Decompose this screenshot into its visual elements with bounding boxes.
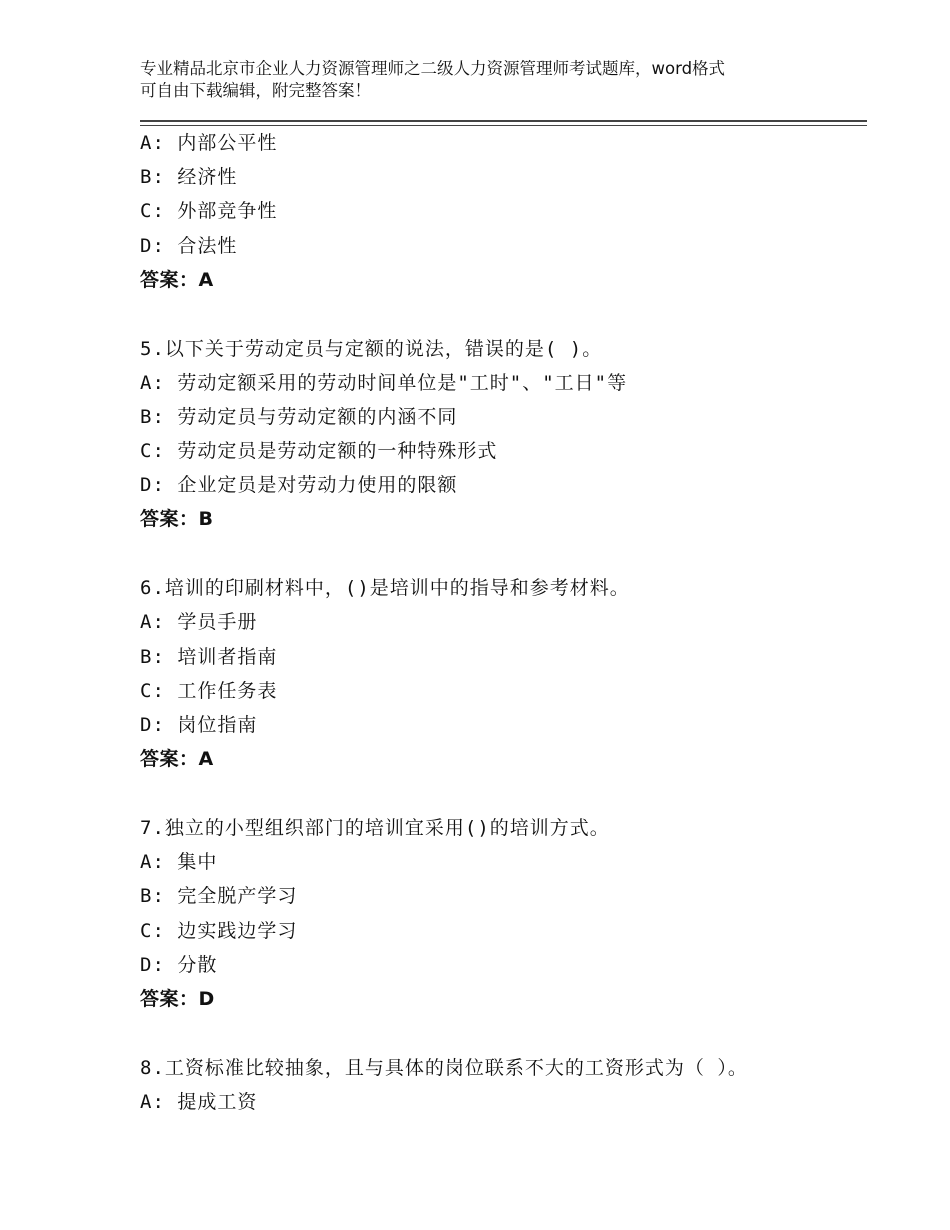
question-block	[140, 571, 867, 776]
option-c: C: 工作任务表	[140, 679, 278, 702]
option-a: A: 学员手册	[140, 611, 258, 634]
option-a: A: 劳动定额采用的劳动时间单位是"工时"、"工日"等	[140, 371, 628, 394]
option-c: C: 外部竞争性	[140, 200, 278, 223]
option-d: D: 企业定员是对劳动力使用的限额	[140, 474, 458, 497]
question-list	[140, 126, 867, 1119]
question-text: 8.工资标准比较抽象，且与具体的岗位联系不大的工资形式为（ ）。	[140, 1056, 748, 1079]
document-header	[140, 58, 840, 102]
spacer	[140, 1016, 867, 1051]
option-d: D: 分散	[140, 953, 218, 976]
answer-line: 答案：A	[140, 748, 214, 771]
header-line-1: 专业精品北京市企业人力资源管理师之二级人力资源管理师考试题库，word格式	[140, 59, 726, 78]
question-block	[140, 811, 867, 1016]
header-line-2: 可自由下载编辑，附完整答案！	[140, 81, 371, 100]
option-b: B: 完全脱产学习	[140, 885, 298, 908]
answer-line: 答案：B	[140, 508, 214, 531]
question-block	[140, 1051, 867, 1119]
spacer	[140, 297, 867, 332]
option-b: B: 培训者指南	[140, 645, 278, 668]
spacer	[140, 537, 867, 572]
option-a: A: 提成工资	[140, 1090, 258, 1113]
header-rule-thick	[140, 120, 867, 122]
question-block	[140, 126, 867, 297]
option-c: C: 边实践边学习	[140, 919, 298, 942]
option-a: A: 内部公平性	[140, 132, 278, 154]
answer-line: 答案：D	[140, 987, 215, 1010]
question-block	[140, 332, 867, 537]
option-a: A: 集中	[140, 851, 218, 874]
question-text: 6.培训的印刷材料中，()是培训中的指导和参考材料。	[140, 577, 630, 600]
answer-line: 答案：A	[140, 268, 214, 291]
option-b: B: 劳动定员与劳动定额的内涵不同	[140, 405, 458, 428]
question-text: 5.以下关于劳动定员与定额的说法，错误的是( )。	[140, 337, 603, 360]
question-text: 7.独立的小型组织部门的培训宜采用()的培训方式。	[140, 816, 610, 839]
option-d: D: 岗位指南	[140, 714, 258, 736]
option-b: B: 经济性	[140, 166, 238, 189]
option-d: D: 合法性	[140, 234, 238, 257]
spacer	[140, 776, 867, 811]
option-c: C: 劳动定员是劳动定额的一种特殊形式	[140, 440, 498, 463]
